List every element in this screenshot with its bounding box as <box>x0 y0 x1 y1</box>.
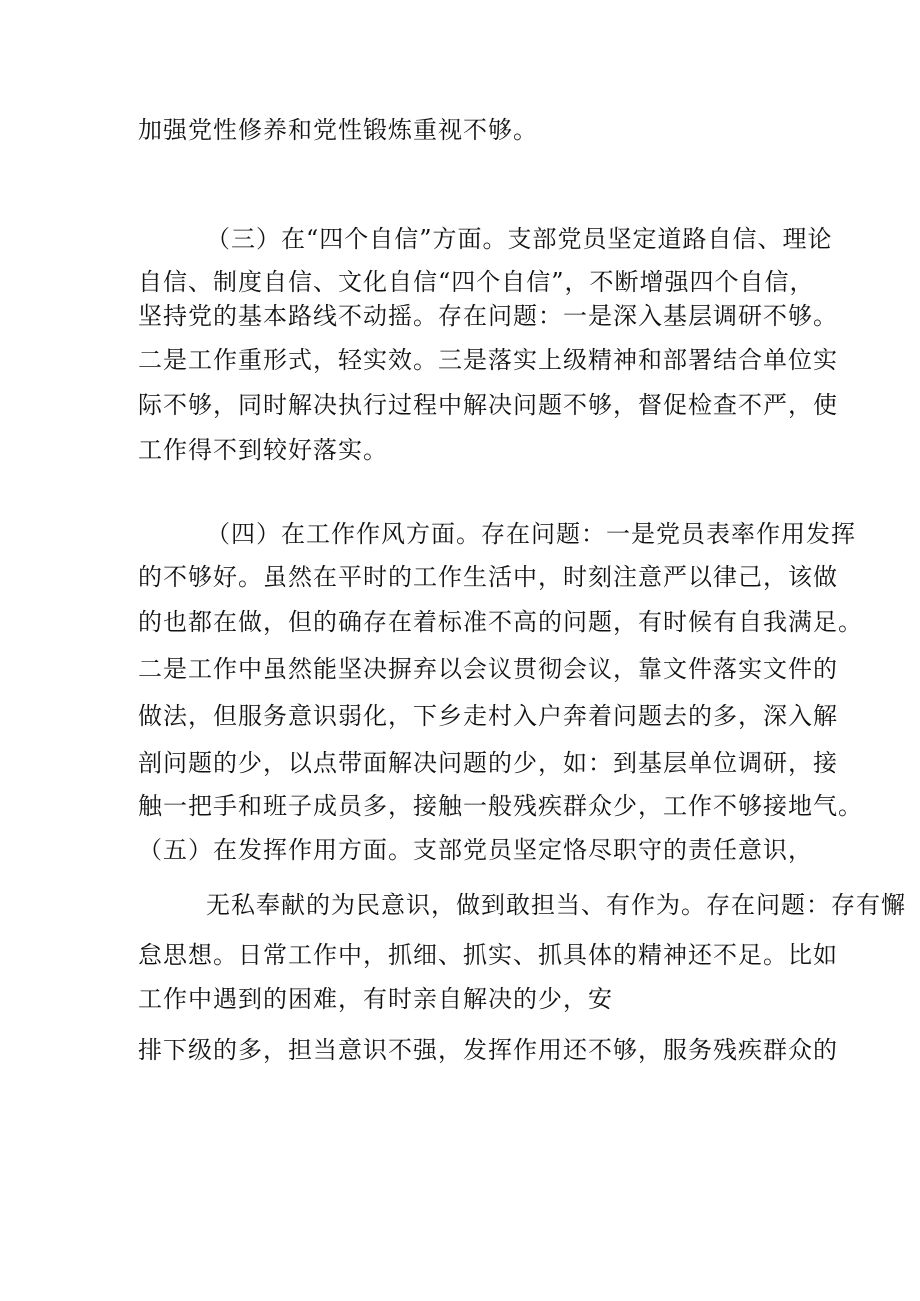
text-line: 二是工作中虽然能坚决摒弃以会议贯彻会议，靠文件落实文件的 <box>138 655 838 683</box>
text-line: 触一把手和班子成员多，接触一般残疾群众少，工作不够接地气。 <box>138 792 863 820</box>
text-line: 做法，但服务意识弱化，下乡走村入户奔着问题去的多，深入解 <box>138 702 838 730</box>
text-line: 怠思想。日常工作中，抓细、抓实、抓具体的精神还不足。比如 <box>138 941 838 969</box>
text-line: 剖问题的少，以点带面解决问题的少，如：到基层单位调研，接 <box>138 749 838 777</box>
section-four-heading-line: （四）在工作作风方面。存在问题：一是党员表率作用发挥 <box>206 520 856 548</box>
text-line: 坚持党的基本路线不动摇。存在问题：一是深入基层调研不够。 <box>138 302 838 330</box>
text-line: （五）在发挥作用方面。支部党员坚定恪尽职守的责任意识， <box>138 836 813 864</box>
text-line: 工作中遇到的困难，有时亲自解决的少，安 <box>138 985 613 1013</box>
text-line: 排下级的多，担当意识不强，发挥作用还不够，服务残疾群众的 <box>138 1036 838 1064</box>
text-line: 二是工作重形式，轻实效。三是落实上级精神和部署结合单位实 <box>138 346 838 374</box>
text-line: 的不够好。虽然在平时的工作生活中，时刻注意严以律己，该做 <box>138 563 838 591</box>
text-line: 工作得不到较好落实。 <box>138 436 388 464</box>
section-five-heading-line: 无私奉献的为民意识，做到敢担当、有作为。存在问题：存有懈 <box>206 891 906 919</box>
section-three-heading-line: （三）在“四个自信”方面。支部党员坚定道路自信、理论 <box>206 225 833 253</box>
text-line: 的也都在做，但的确存在着标准不高的问题，有时候有自我满足。 <box>138 608 863 636</box>
text-line: 加强党性修养和党性锻炼重视不够。 <box>138 116 538 144</box>
text-line: 自信、制度自信、文化自信“四个自信”，不断增强四个自信， <box>138 268 815 296</box>
text-line: 际不够，同时解决执行过程中解决问题不够，督促检查不严，使 <box>138 391 838 419</box>
